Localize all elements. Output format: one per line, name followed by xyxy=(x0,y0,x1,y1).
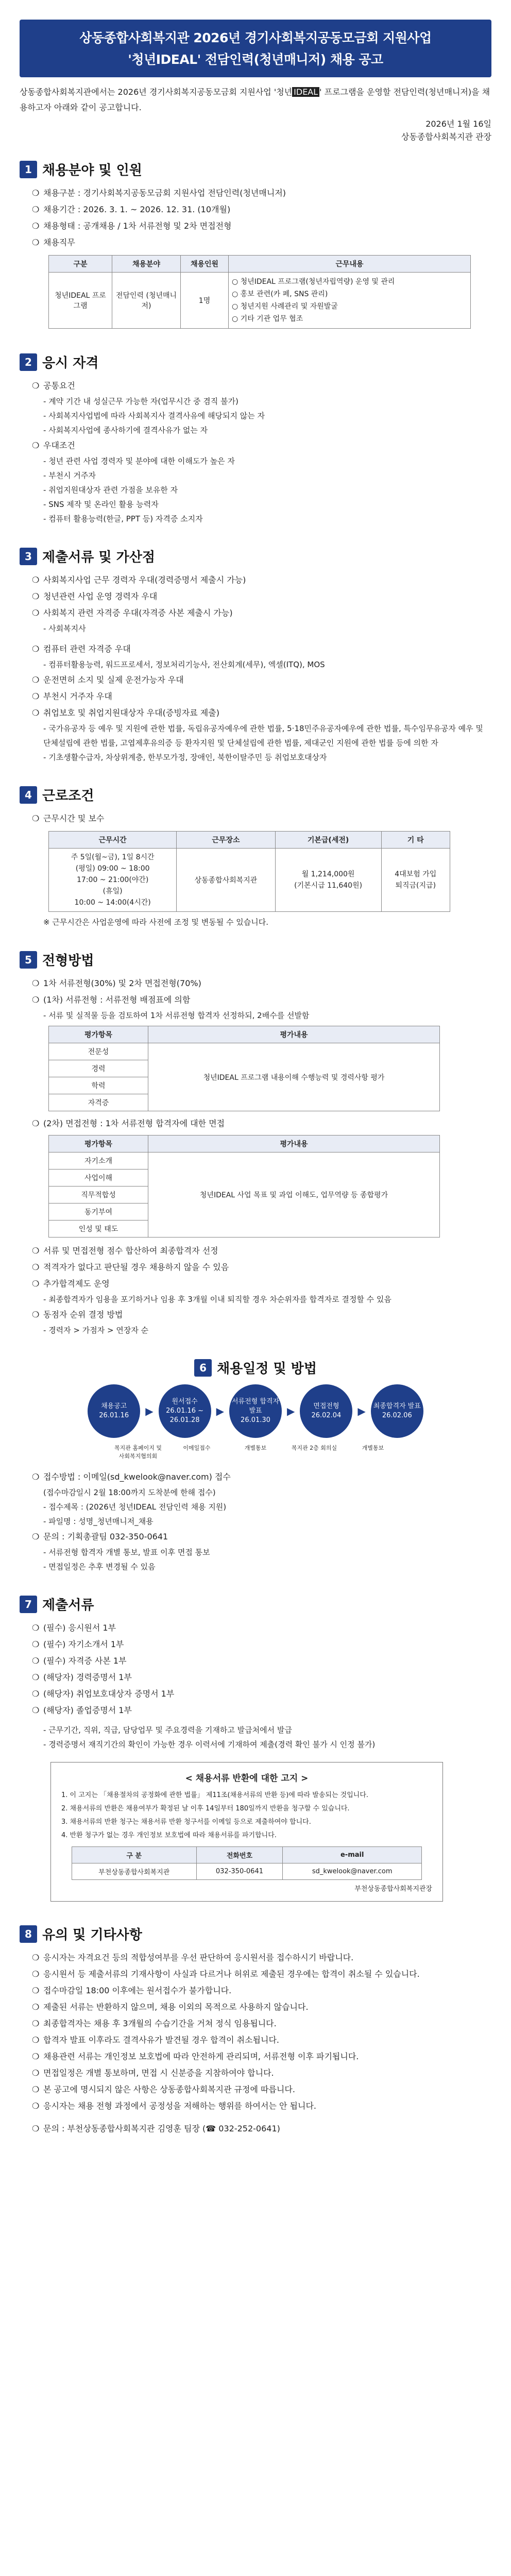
section-6: 6 채용일정 및 방법 채용공고 26.01.16 ▶ 원서접수 26.01.16 ~ 26.01.28 ▶ 서류전형 합격자발표 26.01.30 ▶ 면접전형 26.02.04 ▶ 최종합격자 발표 26.02.06 복지관 홈페이지 및 사회복지협의회 이메일접수 개별통보 복지관 2층 회의실 개별통보 ❍ 접수방법 : 이메일(sd_kwelook@naver.com) 접수 (접수마감일시 2월 18:00까지 도착분에 한해 접수) - 접수제목 : (2026년 청년IDEAL 전담인력 채용 지원) - 파일명 : 성명_청년매니저_채용 ❍ 문의 : 기획총괄팀 032-350-0641 - 서류전형 합격자 개별 통보, 발표 이후 면접 통보 - 면접일정은 추후 변경될 수 있음 xyxy=(20,1358,491,1574)
contact-table: 구 분 전화번호 e-mail 부천상동종합사회복지관 032-350-0641 sd_kwelook@naver.com xyxy=(72,1846,422,1880)
bullet-item: ❍ 채용구분 : 경기사회복지공동모금회 지원사업 전담인력(청년매니저) xyxy=(20,185,491,201)
schedule-step: 서류전형 합격자발표 26.01.30 xyxy=(229,1384,282,1438)
job-table: 구분 채용분야 채용인원 근무내용 청년IDEAL 프로그램 전담인력 (청년매니저) 1명 ○ 청년IDEAL 프로그램(청년자립역량) 운영 및 관리 ○ 홍보 관련(카 페, SNS 관리) ○ 청년지원 사례관리 및 자원발굴 ○ 기타 기관 업무 협조 xyxy=(48,255,471,329)
schedule-step: 면접전형 26.02.04 xyxy=(300,1384,352,1438)
job-duties: ○ 청년IDEAL 프로그램(청년자립역량) 운영 및 관리 ○ 홍보 관련(카 페, SNS 관리) ○ 청년지원 사례관리 및 자원발굴 ○ 기타 기관 업무 협조 xyxy=(229,273,471,329)
bullet-icon: ❍ xyxy=(32,205,40,214)
section-title: 채용분야 및 인원 xyxy=(42,163,142,178)
work-conditions-table: 근무시간 근무장소 기본급(세전) 기 타 주 5일(월~금), 1일 8시간 (평일) 09:00 ~ 18:00 17:00 ~ 21:00(야간) (휴일) 10:00 ~ 14:00(4시간) 상동종합사회복지관 월 1,214,000원 (기본시급 11,640원) 4대보험 가입 퇴직금(지급) xyxy=(48,831,450,912)
section-1 xyxy=(20,160,491,329)
intro-part-b: ' 프로그램을 운영할 전담인력(청년매니저)을 채용하고자 아래와 같이 공고합니다. xyxy=(20,87,490,112)
arrow-right-icon: ▶ xyxy=(357,1405,366,1417)
document-screening-table: 평가항목 평가내용 전문성 청년IDEAL 프로그램 내용이해 수행능력 및 경력사항 평가 경력 학력 자격증 xyxy=(48,1026,440,1111)
section-7: 7 제출서류 ❍ (필수) 응시원서 1부 ❍ (필수) 자기소개서 1부 ❍ (필수) 자격증 사본 1부 ❍ (해당자) 경력증명서 1부 ❍ (해당자) 취업보호대상자 증명서 1부 ❍ (해당자) 졸업증명서 1부 - 근무기간, 직위, 직급, 담당업무 및 주요경력을 기재하고 발급처에서 발급 - 경력증명서 재직기간의 확인이 가능한 경우 이력서에 기재하여 제출(경력 확인 불가 시 인정 불가) < 채용서류 반환에 대한 고지 > 1. 이 고지는 「채용절차의 공정화에 관한 법률」 제11조(채용서류의 반환 등)에 따라 발송되는 것입니다. 2. 채용서류의 반환은 채용여부가 확정된 날 이후 14일부터 180일까지 반환을 청구할 수 있습니다. 3. 채용서류의 반환 청구는 채용서류 반환 청구서를 이메일 등으로 제출하여야 합니다. 4. 반환 청구가 없는 경우 개인정보 보호법에 따라 채용서류를 파기합니다. 구 분 전화번호 e-mail 부천상동종합사회복지관 032-350-0641 sd_kwelook@naver.com 부천상동종합사회복지관장 xyxy=(20,1595,491,1902)
section-4: 4 근로조건 ❍ 근무시간 및 보수 근무시간 근무장소 기본급(세전) 기 타 주 5일(월~금), 1일 8시간 (평일) 09:00 ~ 18:00 17:00 ~ 21:00(야간) (휴일) 10:00 ~ 14:00(4시간) 상동종합사회복지관 월 1,214,000원 (기본시급 11,640원) 4대보험 가입 퇴직금(지급) ※ 근무시간은 사업운영에 따라 사전에 조정 및 변동될 수 있습니다. xyxy=(20,785,491,929)
bullet-item: ❍ 채용기간 : 2026. 3. 1. ~ 2026. 12. 31. (10개월) xyxy=(20,201,491,218)
section-8: 8 유의 및 기타사항 ❍ 응시자는 자격요건 등의 적합성여부를 우선 판단하여 응시원서를 접수하시기 바랍니다. ❍ 응시원서 등 제출서류의 기재사항이 사실과 다르거나 허위로 제출된 경우에는 합격이 취소될 수 있습니다. ❍ 접수마감일 18:00 이후에는 원서접수가 불가합니다. ❍ 제출된 서류는 반환하지 않으며, 채용 이외의 목적으로 사용하지 않습니다. ❍ 최종합격자는 채용 후 3개월의 수습기간을 거쳐 정식 임용됩니다. ❍ 합격자 발표 이후라도 결격사유가 발견될 경우 합격이 취소됩니다. ❍ 채용관련 서류는 개인정보 보호법에 따라 안전하게 관리되며, 서류전형 이후 파기됩니다. ❍ 면접일정은 개별 통보하며, 면접 시 신분증을 지참하여야 합니다. ❍ 본 공고에 명시되지 않은 사항은 상동종합사회복지관 규정에 따릅니다. ❍ 응시자는 채용 전형 과정에서 공정성을 저해하는 행위를 하여서는 안 됩니다. ❍ 문의 : 부천상동종합사회복지관 김영훈 팀장 (☎ 032-252-0641) xyxy=(20,1924,491,2137)
arrow-right-icon: ▶ xyxy=(145,1405,154,1417)
schedule-step: 원서접수 26.01.16 ~ 26.01.28 xyxy=(159,1384,211,1438)
schedule-step: 채용공고 26.01.16 xyxy=(88,1384,140,1438)
job-field: 전담인력 (청년매니저) xyxy=(112,273,181,329)
arrow-right-icon: ▶ xyxy=(216,1405,224,1417)
intro-text xyxy=(20,84,491,115)
notice-date: 2026년 1월 16일 xyxy=(425,119,491,129)
section-5: 5 전형방법 ❍ 1차 서류전형(30%) 및 2차 면접전형(70%) ❍ (1차) 서류전형 : 서류전형 배점표에 의함 - 서류 및 실적물 등을 검토하여 1차 서류전형 합격자 선정하되, 2배수를 선발함 평가항목 평가내용 전문성 청년IDEAL 프로그램 내용이해 수행능력 및 경력사항 평가 경력 학력 자격증 ❍ (2차) 면접전형 : 1차 서류전형 합격자에 대한 면접 평가항목 평가내용 자기소개 청년IDEAL 사업 목표 및 과업 이해도, 업무역량 등 종합평가 사업이해 직무적합성 동기부여 인성 및 태도 ❍ 서류 및 면접전형 점수 합산하여 최종합격자 선정 ❍ 적격자가 없다고 판단될 경우 채용하지 않을 수 있음 ❍ 추가합격제도 운영 - 최종합격자가 임용을 포기하거나 임용 후 3개월 이내 퇴직할 경우 차순위자를 합격자로 결정할 수 있음 ❍ 동점자 순위 결정 방법 - 경력자 > 가점자 > 연장자 순 xyxy=(20,950,491,1337)
bullet-icon: ❍ xyxy=(32,238,40,247)
bullet-icon: ❍ xyxy=(32,221,40,231)
bullet-icon: ❍ xyxy=(32,188,40,198)
intro-part-a: 상동종합사회복지관에서는 2026년 경기사회복지공동모금회 지원사업 '청년 xyxy=(20,87,293,97)
title-line-2: '청년IDEAL' 전담인력(청년매니저) 채용 공고 xyxy=(128,52,383,67)
title-line-1: 상동종합사회복지관 2026년 경기사회복지공동모금회 지원사업 xyxy=(79,30,432,45)
title-banner xyxy=(20,20,491,77)
section-2: 2 응시 자격 ❍ 공통요건 - 계약 기간 내 성실근무 가능한 자(업무시간 중 겸직 불가) - 사회복지사업법에 따라 사회복지사 결격사유에 해당되지 않는 자 - 사회복지사업에 종사하기에 결격사유가 없는 자 ❍ 우대조건 - 청년 관련 사업 경력자 및 분야에 대한 이해도가 높은 자 - 부천시 거주자 - 취업지원대상자 관련 가점을 보유한 자 - SNS 제작 및 온라인 활용 능력자 - 컴퓨터 활용능력(한글, PPT 등) 자격증 소지자 xyxy=(20,352,491,526)
arrow-right-icon: ▶ xyxy=(287,1405,295,1417)
notice-org: 상동종합사회복지관 관장 xyxy=(401,132,491,142)
interview-table: 평가항목 평가내용 자기소개 청년IDEAL 사업 목표 및 과업 이해도, 업무역량 등 종합평가 사업이해 직무적합성 동기부여 인성 및 태도 xyxy=(48,1135,440,1238)
schedule-step: 최종합격자 발표 26.02.06 xyxy=(371,1384,423,1438)
schedule-flow xyxy=(20,1384,491,1438)
return-notice-box: < 채용서류 반환에 대한 고지 > 1. 이 고지는 「채용절차의 공정화에 관한 법률」 제11조(채용서류의 반환 등)에 따라 발송되는 것입니다. 2. 채용서류의 반환은 채용여부가 확정된 날 이후 14일부터 180일까지 반환을 청구할 수 있습니다. 3. 채용서류의 반환 청구는 채용서류 반환 청구서를 이메일 등으로 제출하여야 합니다. 4. 반환 청구가 없는 경우 개인정보 보호법에 따라 채용서류를 파기합니다. 구 분 전화번호 e-mail 부천상동종합사회복지관 032-350-0641 sd_kwelook@naver.com 부천상동종합사회복지관장 xyxy=(50,1762,443,1902)
intro-highlight: IDEAL xyxy=(292,87,319,97)
bullet-item: ❍ 채용형태 : 공개채용 / 1차 서류전형 및 2차 면접전형 xyxy=(20,218,491,234)
bullet-item: ❍ 채용직무 xyxy=(20,234,491,251)
schedule-descriptions: 복지관 홈페이지 및 사회복지협의회 이메일접수 개별통보 복지관 2층 회의실 개별통보 xyxy=(114,1445,384,1460)
section-number: 1 xyxy=(20,161,37,178)
section-3: 3 제출서류 및 가산점 ❍ 사회복지사업 근무 경력자 우대(경력증명서 제출시 가능) ❍ 청년관련 사업 운영 경력자 우대 ❍ 사회복지 관련 자격증 우대(자격증 사본 제출시 가능) - 사회복지사 ❍ 컴퓨터 관련 자격증 우대 - 컴퓨터활용능력, 워드프로세서, 정보처리기능사, 전산회계(세무), 엑셀(ITQ), MOS ❍ 운전면허 소지 및 실제 운전가능자 우대 ❍ 부천시 거주자 우대 ❍ 취업보호 및 취업지원대상자 우대(증빙자료 제출) - 국가유공자 등 예우 및 지원에 관한 법률, 독립유공자예우에 관한 법률, 5·18민주유공자예우에 관한 법률, 특수임무유공자 예우 및 단체설립에 관한 법률, 고엽제후유의증 등 환자지원 및 단체설립에 관한 법률, 제대군인 지원에 관한 법률 등에 의한 자 - 기초생활수급자, 차상위계층, 한부모가정, 장애인, 북한이탈주민 등 취업보호대상자 xyxy=(20,547,491,765)
job-headcount: 1명 xyxy=(181,273,229,329)
page xyxy=(0,20,511,2576)
job-category: 청년IDEAL 프로그램 xyxy=(49,273,112,329)
